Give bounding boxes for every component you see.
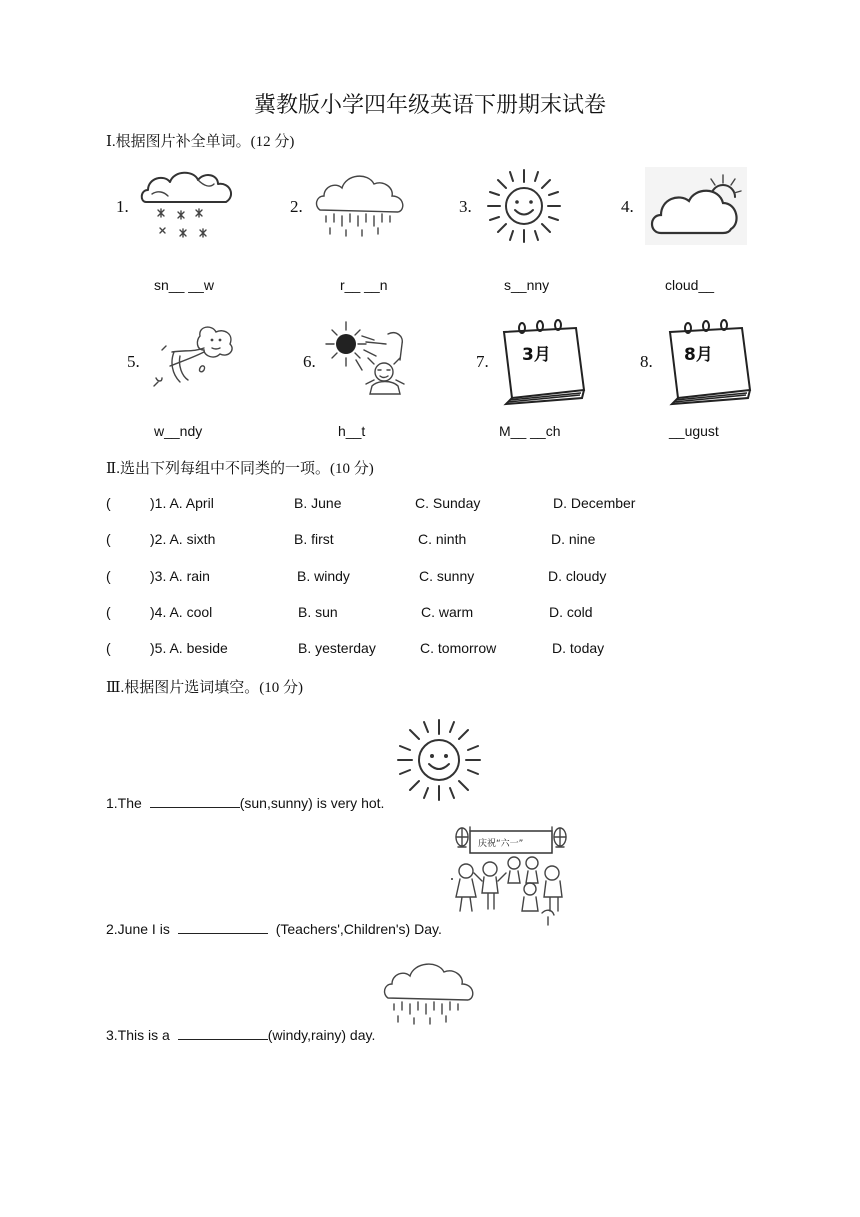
part1-item-6-word: h__t: [338, 423, 366, 439]
part2-row-3-option-b[interactable]: B. windy: [297, 568, 350, 584]
part1-item-7-number: 7.: [476, 352, 489, 371]
part2-row-3-option-a[interactable]: )3. A. rain: [150, 568, 210, 584]
part3-item-3-before: 3.This is a: [106, 1027, 170, 1043]
part1-item-4-number: 4.: [621, 197, 634, 216]
part2-row-4-option-d[interactable]: D. cold: [549, 604, 593, 620]
part3-item-1-answer-blank[interactable]: [150, 793, 240, 808]
part3-item-1: [106, 793, 384, 811]
part3-item-2-after: (Teachers',Children's) Day.: [275, 921, 442, 937]
part2-row-3-paren: (: [106, 568, 111, 584]
part3-item-2-before: 2.June I is: [106, 921, 170, 937]
hot-sun-icon: [326, 320, 412, 396]
part2-row-4-option-a[interactable]: )4. A. cool: [150, 604, 213, 620]
part1-item-7-word: M__ __ch: [499, 423, 561, 439]
part2-row-2-option-c[interactable]: C. ninth: [418, 531, 467, 547]
part2-row-2-paren: (: [106, 531, 111, 547]
part2-row-1-option-c[interactable]: C. Sunday: [415, 495, 481, 511]
calendar-march-label: 3月: [522, 345, 551, 365]
part2-row-5-option-a[interactable]: )5. A. beside: [150, 640, 228, 656]
childrens-day-icon: [448, 823, 572, 927]
sun-icon: [484, 166, 564, 246]
rain-cloud-icon: [382, 958, 478, 1028]
rain-cloud-icon: [314, 170, 406, 240]
part2-row-5-paren: (: [106, 640, 111, 656]
part1-item-3-word: s__nny: [504, 277, 550, 293]
part1-item-1-number: 1.: [116, 197, 129, 216]
part3-item-3-answer-blank[interactable]: [178, 1025, 268, 1040]
part2-row-2-option-d[interactable]: D. nine: [551, 531, 596, 547]
part1-item-1-word: sn__ __w: [154, 277, 214, 293]
part1-item-3-number: 3.: [459, 197, 472, 216]
sun-icon: [396, 718, 482, 802]
calendar-august-label: 8月: [684, 345, 713, 365]
part1-item-8-number: 8.: [640, 352, 653, 371]
part1-item-6-number: 6.: [303, 352, 316, 371]
part2-row-4-paren: (: [106, 604, 111, 620]
part1-item-2-number: 2.: [290, 197, 303, 216]
calendar-march-icon: [496, 320, 588, 406]
part3-item-3: [106, 1025, 375, 1043]
part2-row-5-option-c[interactable]: C. tomorrow: [420, 640, 497, 656]
part1-item-5-word: w__ndy: [154, 423, 203, 439]
childrens-day-banner: 庆祝“六一”: [478, 839, 524, 849]
part2-row-5-option-d[interactable]: D. today: [552, 640, 605, 656]
wind-icon: [150, 322, 240, 392]
part2-row-1-paren: (: [106, 495, 111, 511]
cloud-with-sun-icon: [645, 167, 747, 245]
part2-row-1-option-d[interactable]: D. December: [553, 495, 636, 511]
part2-row-2-option-a[interactable]: )2. A. sixth: [150, 531, 216, 547]
part2-row-4-option-c[interactable]: C. warm: [421, 604, 474, 620]
part2-row-1-option-a[interactable]: )1. A. April: [150, 495, 214, 511]
part1-item-8-word: __ugust: [669, 423, 719, 439]
part2-row-2-option-b[interactable]: B. first: [294, 531, 334, 547]
part3-item-3-after: (windy,rainy) day.: [267, 1027, 376, 1043]
part3-heading: Ⅲ.根据图片选词填空。(10 分): [106, 680, 303, 696]
part3-item-1-before: 1.The: [106, 795, 142, 811]
part2-row-1-option-b[interactable]: B. June: [294, 495, 342, 511]
part1-heading: Ⅰ.根据图片补全单词。(12 分): [106, 134, 295, 150]
calendar-august-icon: [662, 320, 754, 406]
snow-cloud-icon: [138, 166, 238, 246]
part1-item-5-number: 5.: [127, 352, 140, 371]
part1-item-4-word: cloud__: [665, 277, 715, 293]
part3-item-2: [106, 919, 442, 937]
part3-item-2-answer-blank[interactable]: [178, 919, 268, 934]
part2-row-5-option-b[interactable]: B. yesterday: [298, 640, 376, 656]
part1-item-2-word: r__ __n: [340, 277, 388, 293]
page-title: 冀教版小学四年级英语下册期末试卷: [253, 92, 606, 117]
part3-item-1-after: (sun,sunny) is very hot.: [239, 795, 385, 811]
part2-row-3-option-c[interactable]: C. sunny: [419, 568, 475, 584]
part2-heading: Ⅱ.选出下列每组中不同类的一项。(10 分): [106, 461, 374, 477]
part2-row-3-option-d[interactable]: D. cloudy: [548, 568, 607, 584]
part2-row-4-option-b[interactable]: B. sun: [298, 604, 338, 620]
